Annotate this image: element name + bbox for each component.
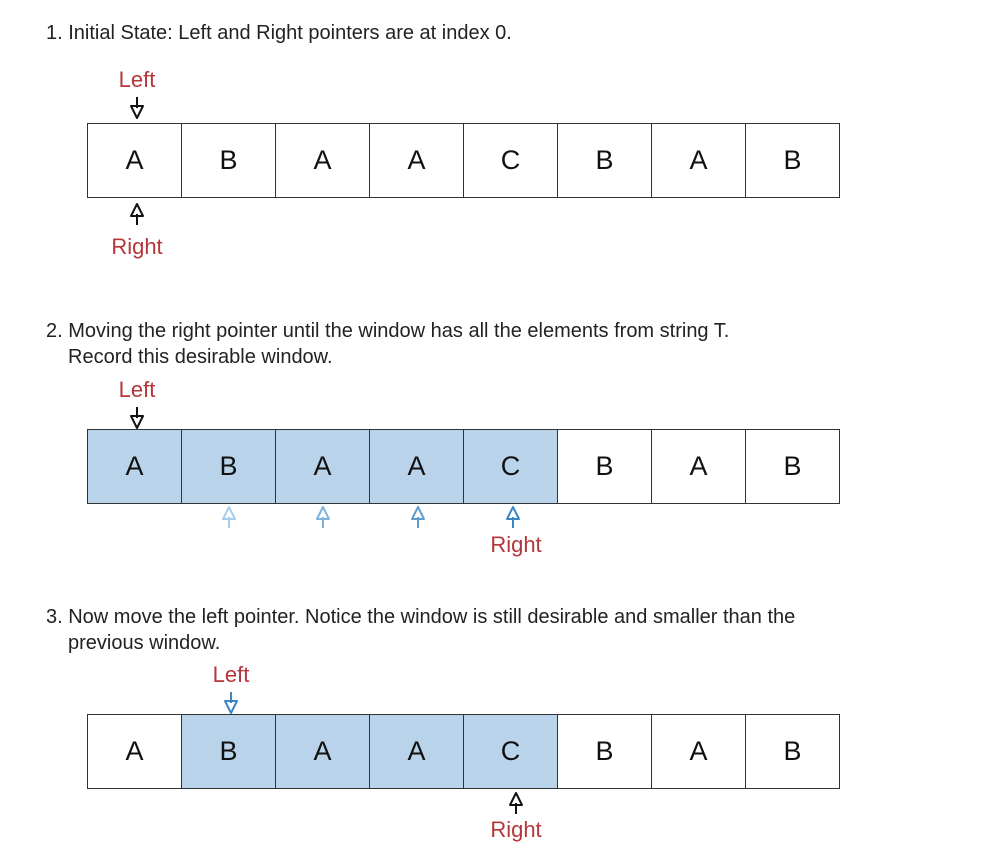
- array-cell: A: [88, 430, 182, 503]
- array-cell: A: [276, 430, 370, 503]
- right-trail-arrow-icon: [221, 503, 237, 529]
- step-2-array: [87, 429, 840, 504]
- step-3-right-arrow-icon: [508, 789, 524, 815]
- array-cell: A: [652, 430, 746, 503]
- array-cell: B: [558, 430, 652, 503]
- array-cell: B: [558, 715, 652, 788]
- array-cell: A: [370, 430, 464, 503]
- array-cell: A: [276, 715, 370, 788]
- array-cell: A: [370, 715, 464, 788]
- step-2-caption-line-1: 2. Moving the right pointer until the window has all the elements from string T.: [46, 320, 730, 342]
- array-cell: A: [276, 124, 370, 197]
- array-cell: C: [464, 124, 558, 197]
- step-3-right-label: Right: [490, 817, 542, 842]
- step-1-left-arrow-icon: [129, 96, 145, 122]
- array-cell: A: [370, 124, 464, 197]
- step-2-caption: [46, 318, 729, 370]
- step-1-caption-line: 1. Initial State: Left and Right pointers are at index 0.: [46, 22, 512, 44]
- step-2-caption-line-2: Record this desirable window.: [68, 346, 333, 368]
- right-trail-arrow-icon: [315, 503, 331, 529]
- array-cell: B: [746, 715, 840, 788]
- step-3-left-label: Left: [212, 662, 250, 687]
- step-2-right-arrow-icon: [505, 503, 521, 529]
- array-cell: B: [746, 430, 840, 503]
- step-1-array: [87, 123, 840, 198]
- array-cell: A: [652, 715, 746, 788]
- array-cell: B: [558, 124, 652, 197]
- array-cell: B: [182, 124, 276, 197]
- step-1-left-label: Left: [118, 67, 156, 92]
- array-cell: A: [652, 124, 746, 197]
- step-1-caption: [46, 20, 512, 46]
- step-3-array: [87, 714, 840, 789]
- right-trail-arrow-icon: [410, 503, 426, 529]
- step-3-caption-line-1: 3. Now move the left pointer. Notice the window is still desirable and smaller than the: [46, 606, 796, 628]
- array-cell: A: [88, 715, 182, 788]
- step-1-right-arrow-icon: [129, 200, 145, 226]
- array-cell: B: [182, 430, 276, 503]
- array-cell: C: [464, 715, 558, 788]
- step-3-caption-line-2: previous window.: [68, 632, 221, 654]
- step-2-left-label: Left: [118, 377, 156, 402]
- array-cell: B: [746, 124, 840, 197]
- step-2-right-label: Right: [490, 532, 542, 557]
- array-cell: C: [464, 430, 558, 503]
- step-1-right-label: Right: [111, 234, 163, 259]
- array-cell: B: [182, 715, 276, 788]
- step-3-caption: [46, 604, 795, 656]
- array-cell: A: [88, 124, 182, 197]
